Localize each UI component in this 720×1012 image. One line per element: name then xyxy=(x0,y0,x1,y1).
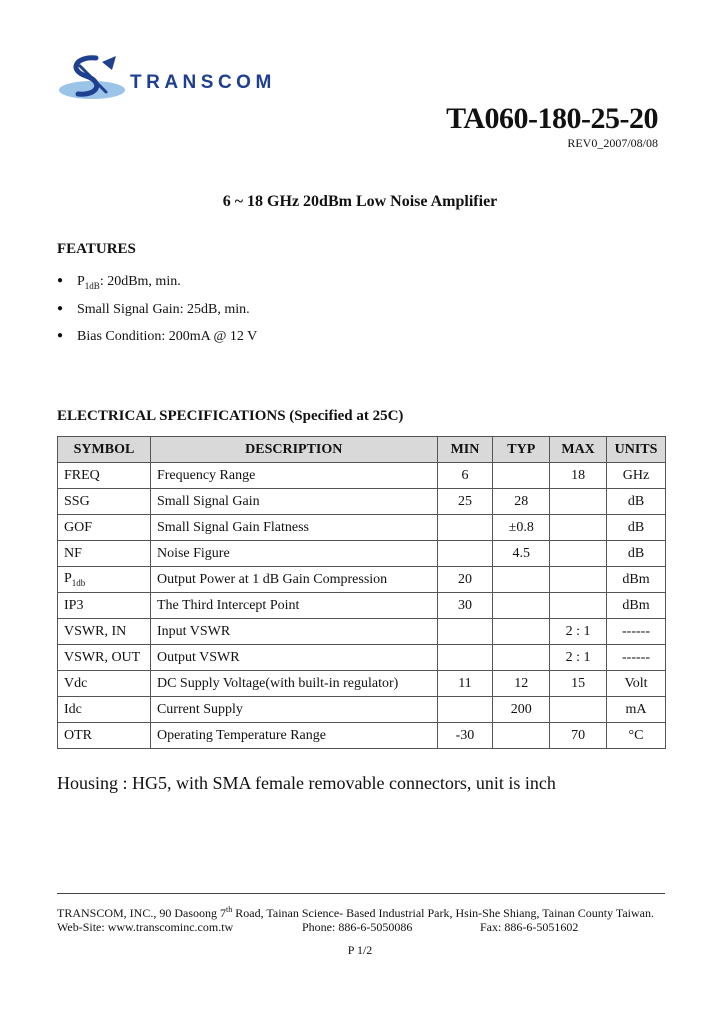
cell-units: dBm xyxy=(607,567,666,593)
cell-units: ------ xyxy=(607,645,666,671)
table-header-row xyxy=(58,437,666,463)
features-heading: FEATURES xyxy=(57,241,136,257)
cell-units: dB xyxy=(607,489,666,515)
symbol-text: Idc xyxy=(64,701,82,717)
feature-text: : 20dBm, min. xyxy=(99,274,181,289)
footer-company: TRANSCOM, INC., xyxy=(57,906,157,920)
cell-symbol xyxy=(58,567,151,593)
cell-description: Small Signal Gain xyxy=(150,489,437,515)
cell-max: 2 : 1 xyxy=(550,619,607,645)
cell-typ xyxy=(493,723,550,749)
page-number: P 1/2 xyxy=(347,943,373,957)
cell-min: -30 xyxy=(437,723,493,749)
feature-text: Bias Condition: 200mA @ 12 V xyxy=(77,329,258,344)
footer-address xyxy=(57,905,654,921)
footer-fax: Fax: 886-6-5051602 xyxy=(480,920,579,934)
cell-description: Current Supply xyxy=(150,697,437,723)
company-logo xyxy=(58,52,308,104)
cell-symbol xyxy=(58,723,151,749)
cell-symbol xyxy=(58,697,151,723)
footer-phone: Phone: 886-6-5050086 xyxy=(302,920,413,934)
cell-typ: 28 xyxy=(493,489,550,515)
cell-units: Volt xyxy=(607,671,666,697)
cell-description: Output VSWR xyxy=(150,645,437,671)
cell-symbol xyxy=(58,645,151,671)
symbol-text: OTR xyxy=(64,727,92,743)
revision: REV0_2007/08/08 xyxy=(567,136,658,150)
cell-max: 2 : 1 xyxy=(550,645,607,671)
cell-typ xyxy=(493,619,550,645)
footer-address-text: 90 Dasoong 7 xyxy=(156,906,227,920)
cell-description: Operating Temperature Range xyxy=(150,723,437,749)
cell-min xyxy=(437,697,493,723)
cell-max xyxy=(550,489,607,515)
feature-item xyxy=(57,302,250,318)
cell-description: Input VSWR xyxy=(150,619,437,645)
cell-min: 25 xyxy=(437,489,493,515)
cell-symbol xyxy=(58,619,151,645)
cell-max: 15 xyxy=(550,671,607,697)
cell-units: GHz xyxy=(607,463,666,489)
cell-units: mA xyxy=(607,697,666,723)
table-row xyxy=(58,645,666,671)
footer-divider xyxy=(57,893,665,894)
cell-max xyxy=(550,515,607,541)
cell-max xyxy=(550,593,607,619)
symbol-text: Vdc xyxy=(64,675,88,691)
symbol-text: NF xyxy=(64,545,82,561)
column-header-typ: TYP xyxy=(493,437,550,463)
cell-description: Output Power at 1 dB Gain Compression xyxy=(150,567,437,593)
symbol-text: GOF xyxy=(64,519,93,535)
cell-min xyxy=(437,541,493,567)
table-row xyxy=(58,671,666,697)
cell-max xyxy=(550,541,607,567)
cell-description: The Third Intercept Point xyxy=(150,593,437,619)
symbol-text: P xyxy=(64,571,72,587)
feature-item xyxy=(57,329,257,345)
cell-symbol xyxy=(58,593,151,619)
cell-min: 11 xyxy=(437,671,493,697)
column-header-max: MAX xyxy=(550,437,607,463)
cell-symbol xyxy=(58,463,151,489)
cell-min xyxy=(437,619,493,645)
cell-symbol xyxy=(58,671,151,697)
table-row xyxy=(58,541,666,567)
cell-units: ------ xyxy=(607,619,666,645)
footer-website: Web-Site: www.transcominc.com.tw xyxy=(57,920,234,934)
table-row xyxy=(58,697,666,723)
cell-description: DC Supply Voltage(with built-in regulator) xyxy=(150,671,437,697)
bullet-icon: ● xyxy=(57,275,64,286)
footer-address-text: Road, Tainan Science- Based Industrial Park, Hsin-She Shiang, Tainan County Taiwan. xyxy=(232,906,655,920)
cell-units: dB xyxy=(607,515,666,541)
cell-min: 20 xyxy=(437,567,493,593)
bullet-icon: ● xyxy=(57,330,64,341)
cell-max xyxy=(550,697,607,723)
feature-subscript: 1dB xyxy=(84,280,100,291)
cell-typ: ±0.8 xyxy=(493,515,550,541)
cell-typ xyxy=(493,645,550,671)
table-row xyxy=(58,619,666,645)
cell-symbol xyxy=(58,541,151,567)
feature-text: Small Signal Gain: 25dB, min. xyxy=(77,302,250,317)
footer-address-sup: th xyxy=(226,905,233,914)
cell-description: Noise Figure xyxy=(150,541,437,567)
table-row xyxy=(58,489,666,515)
cell-description: Frequency Range xyxy=(150,463,437,489)
logo-wordmark: TRANSCOM xyxy=(130,72,276,93)
cell-min xyxy=(437,515,493,541)
document-title: 6 ~ 18 GHz 20dBm Low Noise Amplifier xyxy=(222,193,498,210)
feature-item xyxy=(57,274,181,291)
specifications-heading: ELECTRICAL SPECIFICATIONS (Specified at 25C) xyxy=(57,408,404,424)
cell-symbol xyxy=(58,489,151,515)
cell-typ: 4.5 xyxy=(493,541,550,567)
column-header-units: UNITS xyxy=(607,437,666,463)
cell-units: dBm xyxy=(607,593,666,619)
cell-max xyxy=(550,567,607,593)
bullet-icon: ● xyxy=(57,303,64,314)
cell-units: °C xyxy=(607,723,666,749)
table-row xyxy=(58,515,666,541)
housing-note: Housing : HG5, with SMA female removable connectors, unit is inch xyxy=(57,773,556,793)
symbol-text: FREQ xyxy=(64,467,100,483)
symbol-text: VSWR, OUT xyxy=(64,649,141,665)
cell-typ xyxy=(493,567,550,593)
cell-min xyxy=(437,645,493,671)
table-row xyxy=(58,723,666,749)
column-header-symbol: SYMBOL xyxy=(58,437,151,463)
column-header-min: MIN xyxy=(437,437,493,463)
part-number: TA060-180-25-20 xyxy=(446,102,658,135)
cell-typ xyxy=(493,463,550,489)
cell-units: dB xyxy=(607,541,666,567)
cell-min: 6 xyxy=(437,463,493,489)
transcom-logo-icon xyxy=(58,52,130,104)
symbol-text: IP3 xyxy=(64,597,84,613)
cell-typ xyxy=(493,593,550,619)
cell-max: 18 xyxy=(550,463,607,489)
cell-description: Small Signal Gain Flatness xyxy=(150,515,437,541)
table-row xyxy=(58,593,666,619)
table-row xyxy=(58,463,666,489)
cell-symbol xyxy=(58,515,151,541)
column-header-description: DESCRIPTION xyxy=(150,437,437,463)
feature-prefix: P xyxy=(77,274,85,289)
cell-typ: 12 xyxy=(493,671,550,697)
symbol-text: SSG xyxy=(64,493,90,509)
cell-min: 30 xyxy=(437,593,493,619)
table-row xyxy=(58,567,666,593)
symbol-subscript: 1db xyxy=(71,577,86,588)
cell-typ: 200 xyxy=(493,697,550,723)
cell-max: 70 xyxy=(550,723,607,749)
specifications-table xyxy=(57,436,666,749)
symbol-text: VSWR, IN xyxy=(64,623,127,639)
